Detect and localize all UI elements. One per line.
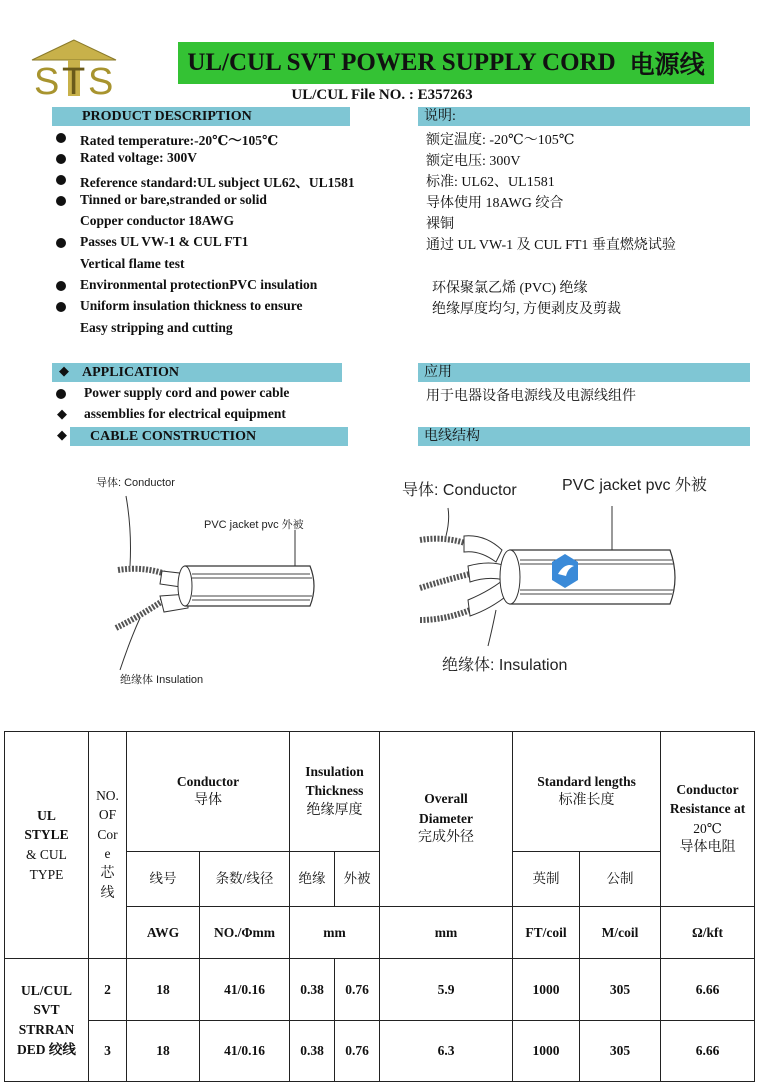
unit-m: M/coil [580,907,661,959]
left-jacket-label: PVC jacket pvc 外被 [204,519,304,531]
conductor-type-cn: 导体使用 18AWG 绞合 [426,196,564,211]
cores-header-cell: NO. OF Cor e 芯 线 [89,732,127,959]
svg-text:S: S [88,61,114,98]
application-heading-cn: 应用 [418,363,750,382]
bullet-icon [56,281,66,291]
resistance-header-cell: Conductor Resistance at 20℃ 导体电阻 [661,732,755,907]
strands-cn-cell: 条数/线径 [200,852,290,907]
metric-cn-cell: 公制 [580,852,661,907]
unit-awg: AWG [127,907,200,959]
product-description-heading-cn: 说明: [418,107,750,126]
application-cn: 用于电器设备电源线及电源线组件 [426,389,636,404]
unit-strands: NO./Φmm [200,907,290,959]
uniform-insulation-cn: 绝缘厚度均匀, 方便剥皮及剪裁 [432,302,621,317]
right-insulation-label: 绝缘体: Insulation [442,657,568,674]
bullet-icon [56,154,66,164]
imperial-cn-cell: 英制 [513,852,580,907]
awg-cn-cell: 线号 [127,852,200,907]
reference-standard-cn: 标准: UL62、UL1581 [426,175,555,190]
uniform-insulation: Uniform insulation thickness to ensure [80,298,303,313]
right-conductor-label: 导体: Conductor [402,482,517,499]
rated-voltage-cn: 额定电压: 300V [426,154,521,169]
three-core-cable-diagram [390,470,730,685]
right-jacket-label: PVC jacket pvc 外被 [562,477,707,494]
rated-temperature: Rated temperature:-20℃～105℃ [80,133,279,148]
bullet-icon [56,302,66,312]
flame-test-cn: 通过 UL VW-1 及 CUL FT1 垂直燃烧试验 [426,238,676,253]
page-title-cn: 电源线 [629,52,705,79]
diamond-bullet-icon: ◆ [59,363,69,378]
jacket-cn-cell: 外被 [335,852,380,907]
file-number: UL/CUL File NO. : E357263 [291,87,473,103]
bullet-icon [56,133,66,143]
bullet-icon [56,175,66,185]
cable-construction-heading: CABLE CONSTRUCTION [70,427,348,446]
insulation-header-cell: Insulation Thickness 绝缘厚度 [290,732,380,852]
product-description-heading: PRODUCT DESCRIPTION [52,107,350,126]
insulation-cn-cell: 绝缘 [290,852,335,907]
flame-test: Passes UL VW-1 & CUL FT1 [80,234,249,249]
pvc-insulation-cn: 环保聚氯乙烯 (PVC) 绝缘 [432,281,588,296]
conductor-type-cn-line2: 裸铜 [426,217,454,232]
diamond-bullet-icon: ◆ [57,427,67,442]
lengths-header-cell: Standard lengths 标准长度 [513,732,661,852]
svg-text:T: T [62,61,86,98]
conductor-type-line2: Copper conductor 18AWG [80,213,235,228]
rated-voltage: Rated voltage: 300V [80,150,197,165]
reference-standard: Reference standard:UL subject UL62、UL1581 [80,175,355,190]
left-conductor-label: 导体: Conductor [96,477,175,489]
bullet-icon [56,238,66,248]
unit-thickness: mm [290,907,380,959]
bullet-icon [56,389,66,399]
unit-ft: FT/coil [513,907,580,959]
cable-construction-heading-cn: 电线结构 [418,427,750,446]
left-insulation-label: 绝缘体 Insulation [120,674,204,686]
page-title: UL/CUL SVT POWER SUPPLY CORD [187,49,616,76]
unit-diameter: mm [380,907,513,959]
pvc-insulation: Environmental protectionPVC insulation [80,277,318,292]
diameter-header-cell: Overall Diameter 完成外径 [380,732,513,907]
conductor-type: Tinned or bare,stranded or solid [80,192,267,207]
application-line-1: Power supply cord and power cable [84,385,290,400]
application-heading: APPLICATION [52,363,342,382]
diamond-bullet-icon: ◆ [57,406,67,421]
unit-resistance: Ω/kft [661,907,755,959]
rated-temperature-cn: 额定温度: -20℃～105℃ [426,133,575,148]
table-row: 3 18 41/0.16 0.38 0.76 6.3 1000 305 6.66 [5,1021,755,1082]
table-row: UL/CUL SVT STRRAN DED 绞线 2 18 41/0.16 0.38 0.76 5.9 1000 305 6.66 [5,959,755,1021]
two-core-cable-diagram [90,470,350,700]
uniform-insulation-line2: Easy stripping and cutting [80,320,233,335]
svg-text:S: S [34,61,60,98]
flame-test-line2: Vertical flame test [80,256,185,271]
title-bar [178,42,714,84]
style-value-cell: UL/CUL SVT STRRAN DED 绞线 [5,959,89,1082]
style-header-cell: UL STYLE & CUL TYPE [5,732,89,959]
bullet-icon [56,196,66,206]
conductor-header-cell: Conductor 导体 [127,732,290,852]
specification-table [4,731,755,1082]
application-line-2: assemblies for electrical equipment [84,406,286,421]
